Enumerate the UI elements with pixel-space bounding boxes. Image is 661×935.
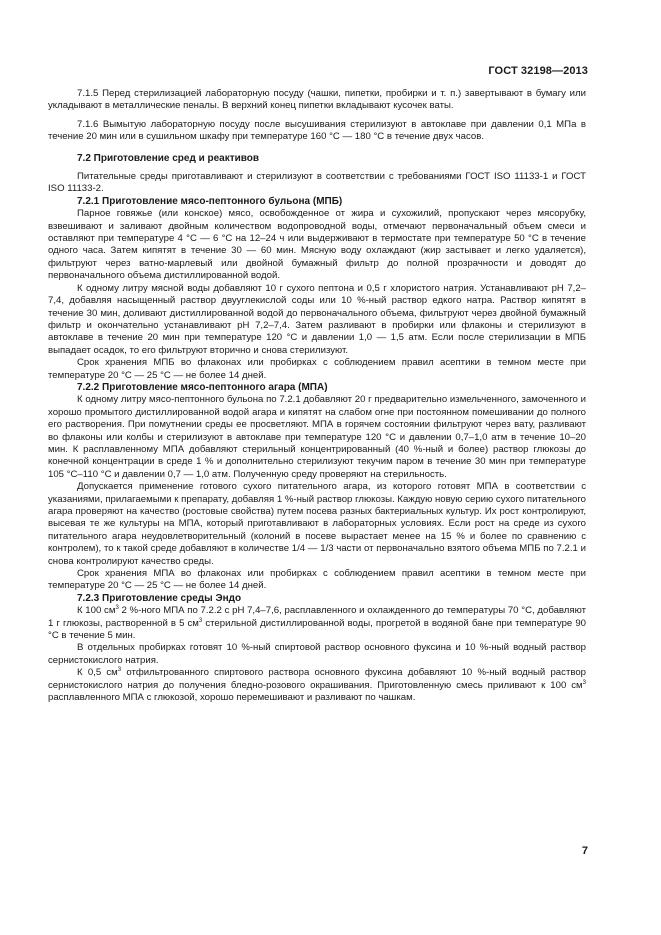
section-heading-7-2-3: 7.2.3 Приготовление среды Эндо xyxy=(77,592,242,604)
section-heading-7-2-1: 7.2.1 Приготовление мясо-пептонного бульона (МПБ) xyxy=(77,195,343,207)
paragraph-7-2-1-c: Срок хранения МПБ во флаконах или пробирках с соблюдением правил асептики в темном месте при температуре 20 °С — 25 °С — не более 14 дней. xyxy=(48,357,586,381)
paragraph-7-2-2-b: Допускается применение готового сухого питательного агара, из которого готовят МПА в соответствии с указаниями, прилагаемыми к препарату, добавляя 1 %-ный раствор глюкозы. Каждую новую серию сухого питательного агара проверяют на качество (ростовые свойства) путем посева разных бактериальных культур. Их рост контролируют, высевая те же культуры на МПА, который приготавливают в лабораторных условиях. Если рост на среде из сухого питательного агара неудовлетворительный (колоний в посеве вырастает менее на 15 % и более по сравнению с контролем), то к такой среде добавляют в количестве 1/4 — 1/3 части от первоначально взятого объема МПБ по 7.2.1 и снова контролируют качество среды. xyxy=(48,481,586,567)
superscript: 3 xyxy=(582,679,586,686)
document-body xyxy=(48,88,586,705)
section-heading-7-2-2: 7.2.2 Приготовление мясо-пептонного агара (МПА) xyxy=(77,381,328,393)
text-run: стерильной дистиллированной воды, прогретой в водяной бане при температуре 90 °С в течение 5 мин. xyxy=(48,617,587,642)
text-run: расплавленного МПА с глюкозой, хорошо перемешивают и разливают по чашкам. xyxy=(48,692,416,704)
text-run: 2 %-ного МПА по 7.2.2 с pH 7,4–7,6, расплавленного и охлажденного до температуры 70 °С, добавляют 1 г глюкозы, растворенной в 5 см xyxy=(48,605,586,629)
paragraph-7-2-1-b: К одному литру мясной воды добавляют 10 г сухого пептона и 0,5 г хлористого натрия. Устанавливают pH 7,2–7,4, добавляя насыщенный раствор двууглекислой соды или 10 %-ный раствор едкого натра. Раствор кипятят в течение 30 мин, доливают дистиллированной водой до первоначального объема, фильтруют через двойной бумажный фильтр и окончательно устанавливают pH 7,2–7,4. Затем разливают в пробирки или флаконы и стерилизуют в автоклаве в течение 20 мин при температуре 120 °С и давлении 1,0 — 1,5 атм. Если после стерилизации в МПБ выпадает осадок, то его фильтруют вторично и снова стерилизуют. xyxy=(48,282,586,356)
paragraph-7-2-3-b: В отдельных пробирках готовят 10 %-ный спиртовой раствор основного фуксина и 10 %-ный водный раствор сернистокислого натрия. xyxy=(48,642,586,666)
superscript: 3 xyxy=(115,605,119,612)
text-run: отфильтрованного спиртового раствора основного фуксина добавляют 10 %-ный водный раствор сернистокислого натрия до получения бледно-розового окрашивания. Приготовленную смесь приливают к 100 см xyxy=(48,667,586,691)
paragraph-7-2-3-a xyxy=(48,605,586,642)
paragraph-7-2: Питательные среды приготавливают и стерилизуют в соответствии с требованиями ГОСТ ISO 11133-1 и ГОСТ ISO 11133-2. xyxy=(48,171,586,195)
superscript: 3 xyxy=(117,667,122,674)
paragraph-7-1-6: 7.1.6 Вымытую лабораторную посуду после высушивания стерилизуют в автоклаве при давлении 0,1 МПа в течение 20 мин или в сушильном шкафу при температуре 160 °С — 180 °С в течение двух часов. xyxy=(48,118,586,143)
section-heading-7-2: 7.2 Приготовление сред и реактивов xyxy=(77,152,260,164)
text-run: К 100 см xyxy=(77,605,116,617)
text-run: К 0,5 см xyxy=(77,667,118,679)
paragraph-7-2-2-a: К одному литру мясо-пептонного бульона по 7.2.1 добавляют 20 г предварительно измельченного, замоченного и хорошо промытого дистиллированной водой агара и кипятят на слабом огне при постоянном помешивании до полного его растворения. При помутнении среды ее просветляют. МПА в горячем состоянии фильтруют через вату, разливают во флаконы или колбы и стерилизуют в автоклаве при температуре 120 °С и давлении 0,7–1,0 атм в течение 10–20 мин. К расплавленному МПА добавляют стерильный концентрированный (40 %-ный и более) раствор глюкозы до конечной концентрации в среде 1 % и дополнительно стерилизуют текучим паром в течение 30 мин при температуре 105 °С–110 °С и давлении 0,7 — 1,0 атм. Полученную среду проверяют на стерильность. xyxy=(48,394,586,480)
paragraph-7-1-5: 7.1.5 Перед стерилизацией лабораторную посуду (чашки, пипетки, пробирки и т. п.) завертывают в бумагу или укладывают в металлические пеналы. В верхний конец пипетки вкладывают кусочек ваты. xyxy=(48,88,586,112)
superscript: 3 xyxy=(198,617,203,624)
document-code: ГОСТ 32198—2013 xyxy=(488,65,588,77)
page-number: 7 xyxy=(581,845,588,857)
paragraph-7-2-2-c: Срок хранения МПА во флаконах или пробирках с соблюдением правил асептики в темном месте при температуре 20 °С — 25 °С — не более 14 дней. xyxy=(48,568,586,592)
paragraph-7-2-3-c xyxy=(48,667,586,704)
paragraph-7-2-1-a: Парное говяжье (или конское) мясо, освобожденное от жира и сухожилий, пропускают через мясорубку, взвешивают и заливают двойным количеством водопроводной воды, отмечают первоначальный объем смеси и оставляют при температуре 4 °С — 6 °С на 12–24 ч или выдерживают в термостате при температуре 50 °С в течение одного часа. Затем кипятят в течение 30 — 60 мин. Мясную воду охлаждают (жир застывает и легко удаляется), фильтруют через ватно-марлевый или двойной бумажный фильтр до полной прозрачности и доводят до первоначального объема дистиллированной водой. xyxy=(48,208,586,282)
